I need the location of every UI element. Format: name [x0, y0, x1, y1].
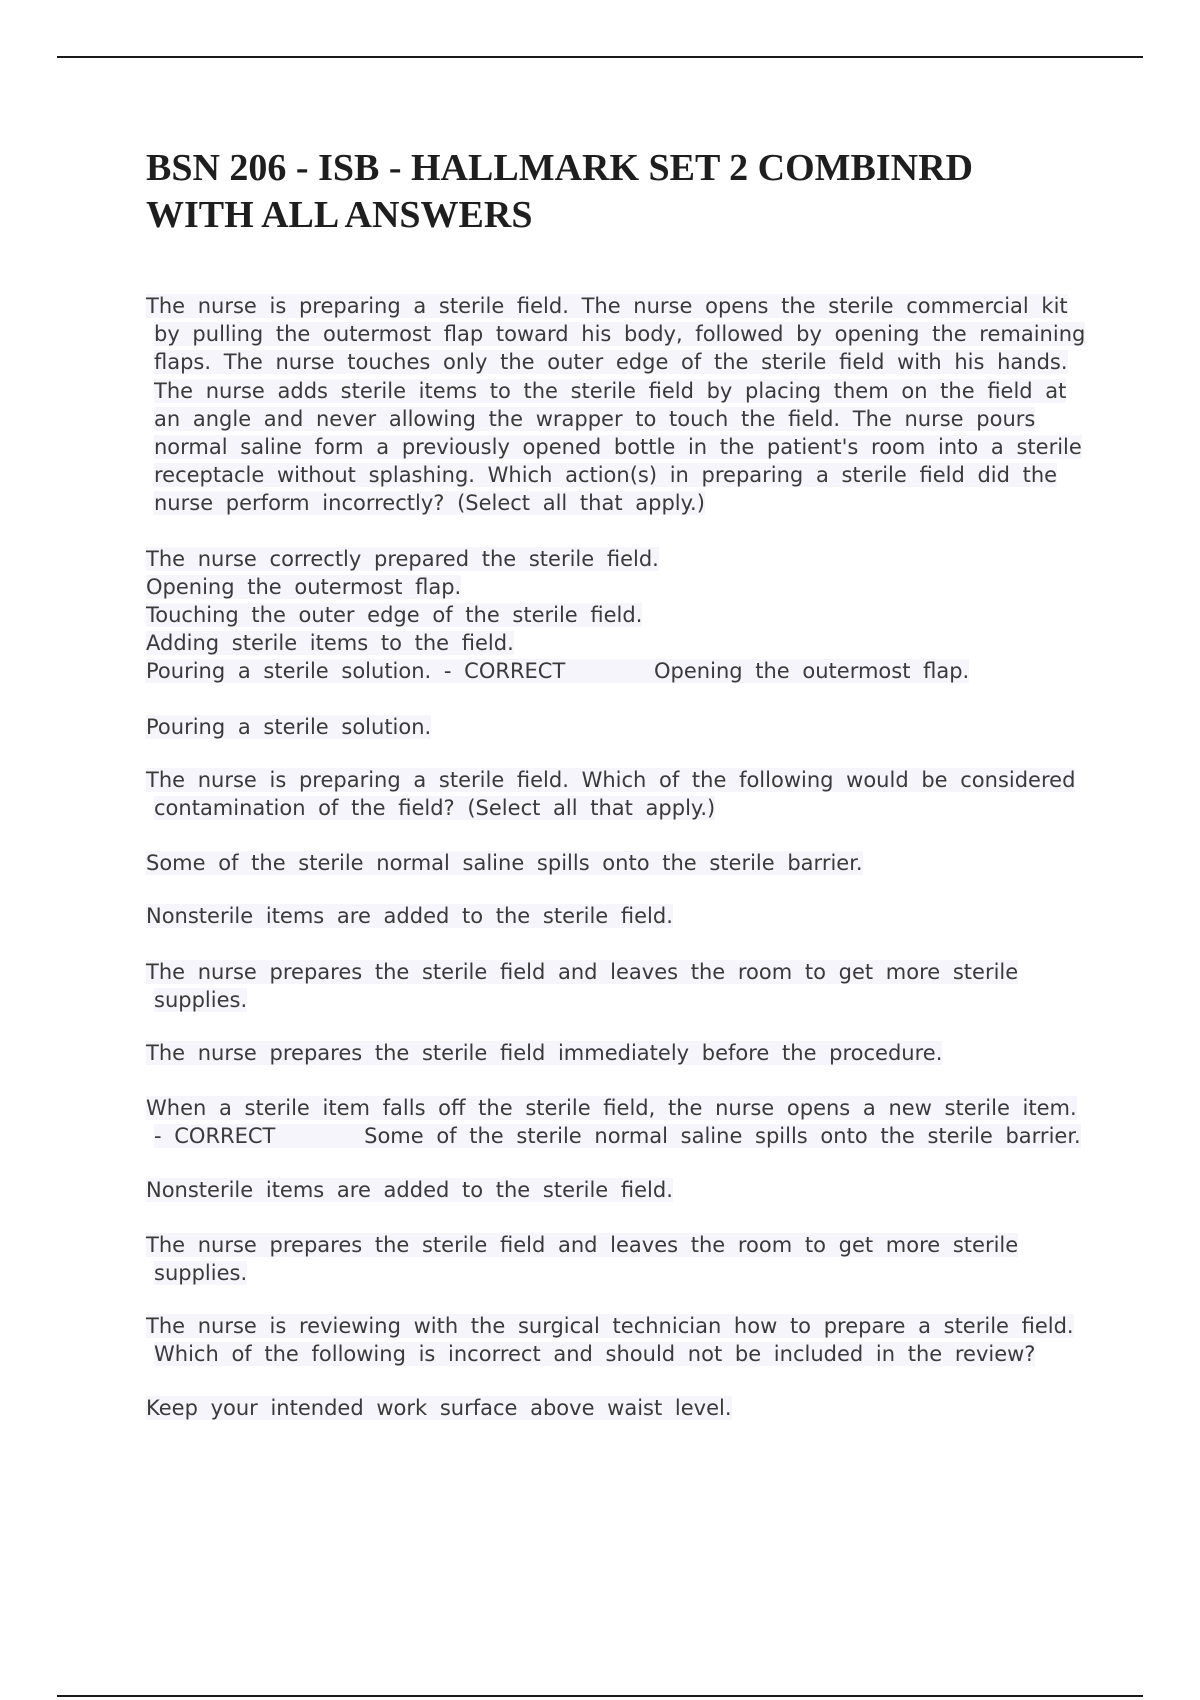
q1-line: nurse perform incorrectly? (Select all that apply.): [154, 491, 705, 516]
q1-answer: Pouring a sterile solution.: [146, 714, 432, 739]
top-rule: [57, 56, 1143, 58]
q1-line: an angle and never allowing the wrapper to touch the field. The nurse pours: [154, 406, 1036, 431]
q2-option: When a sterile item falls off the sterile field, the nurse opens a new sterile item.: [146, 1096, 1077, 1121]
q2-answer: Nonsterile items are added to the sterile field.: [146, 1177, 673, 1202]
q1-line: normal saline form a previously opened bottle in the patient's room into a sterile: [154, 435, 1082, 460]
q2-option: The nurse prepares the sterile field immediately before the procedure.: [146, 1041, 943, 1066]
q2-answer: The nurse prepares the sterile field and leaves the room to get more sterile: [146, 1232, 1019, 1257]
q3-line: Which of the following is incorrect and should not be included in the review?: [154, 1342, 1036, 1367]
q1-line: flaps. The nurse touches only the outer edge of the sterile field with his hands.: [154, 350, 1068, 375]
q1-option: Opening the outermost flap.: [146, 574, 462, 599]
q2-option: Some of the sterile normal saline spills onto the sterile barrier.: [146, 851, 863, 876]
bottom-rule: [57, 1695, 1143, 1697]
q2-answer: supplies.: [154, 1261, 248, 1286]
q1-line: receptacle without splashing. Which action(s) in preparing a sterile field did the: [154, 463, 1058, 488]
question-1: [146, 292, 1091, 518]
q1-option: Adding sterile items to the field.: [146, 631, 514, 656]
q1-line: The nurse adds sterile items to the sterile field by placing them on the field at: [154, 378, 1067, 403]
q1-option-correct: Pouring a sterile solution. - CORRECT Opening the outermost flap.: [146, 659, 970, 684]
q1-option: The nurse correctly prepared the sterile field.: [146, 546, 659, 571]
question-1-options: [146, 545, 1091, 686]
q1-line: The nurse is preparing a sterile field. The nurse opens the sterile commercial kit: [146, 294, 1068, 318]
question-3: [146, 1312, 1091, 1368]
question-2: [146, 766, 1091, 822]
q3-line: The nurse is reviewing with the surgical technician how to prepare a sterile field.: [146, 1314, 1074, 1339]
q2-option: supplies.: [154, 987, 248, 1012]
q1-line: by pulling the outermost flap toward his body, followed by opening the remaining: [154, 322, 1086, 347]
q3-option: Keep your intended work surface above waist level.: [146, 1395, 732, 1420]
document-body: [146, 292, 1091, 1422]
q2-option-correct: - CORRECT Some of the sterile normal saline spills onto the sterile barrier.: [154, 1124, 1081, 1149]
document-title: BSN 206 - ISB - HALLMARK SET 2 COMBINRD WITH ALL ANSWERS: [146, 147, 973, 236]
q2-line: The nurse is preparing a sterile field. Which of the following would be considered: [146, 767, 1076, 792]
q2-option: The nurse prepares the sterile field and leaves the room to get more sterile: [146, 959, 1019, 984]
q2-line: contamination of the field? (Select all that apply.): [154, 796, 716, 821]
q2-option: Nonsterile items are added to the sterile field.: [146, 904, 673, 929]
q1-option: Touching the outer edge of the sterile field.: [146, 603, 643, 628]
